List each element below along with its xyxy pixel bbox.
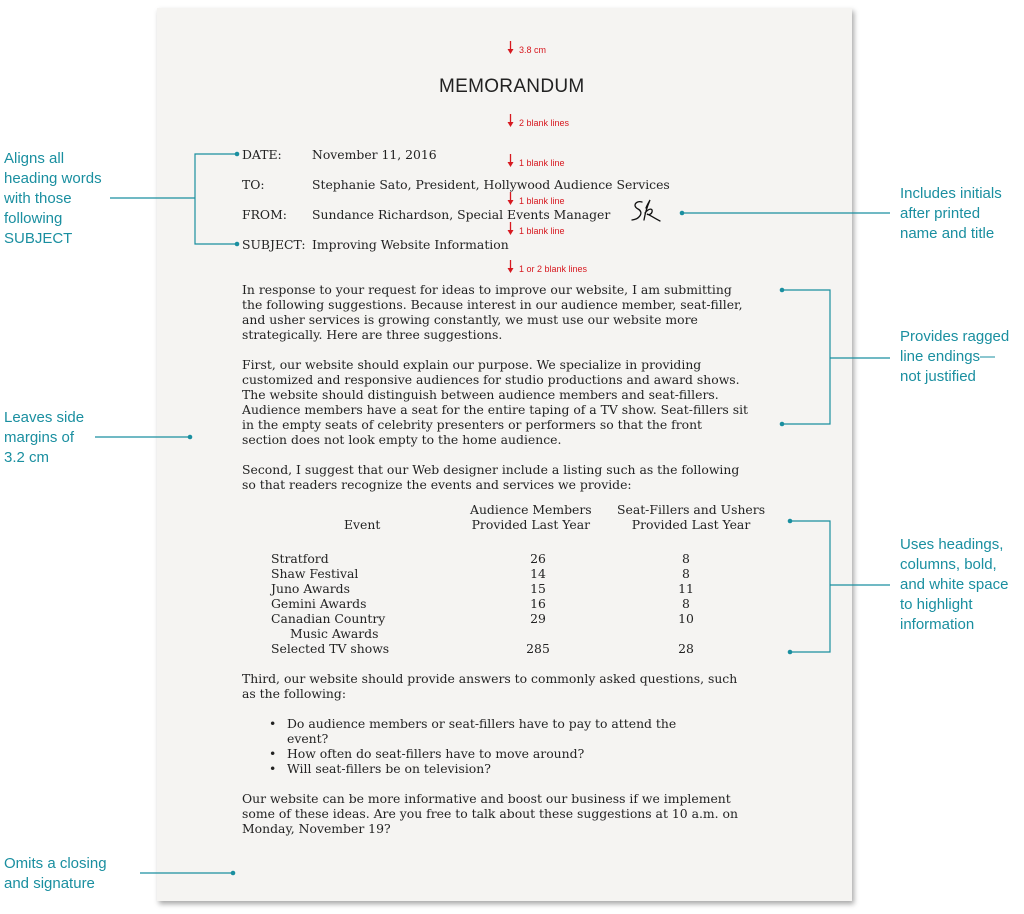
table-header-audience: Audience Members Provided Last Year — [470, 502, 592, 532]
table-row: Gemini Awards — [271, 596, 367, 611]
table-cell-fillers: 28 — [678, 641, 694, 656]
table-header-event: Event — [344, 517, 381, 532]
paragraph-questions: Third, our website should provide answers to commonly asked questions, such as the following: — [242, 671, 738, 701]
annotation-side-margins: Leaves side margins of 3.2 cm — [4, 409, 85, 466]
table-cell-audience: 26 — [530, 551, 546, 566]
paragraph-purpose: First, our website should explain our purpose. We specialize in providing customized and responsive audiences for studio productions and award shows. The website should distinguish between audience members and seat-fillers. Audience members have a seat for the entire taping of a TV show. Seat-fillers sit in the empty seats of celebrity presenters or performers so that the front section does not look empty to the home audience. — [242, 357, 749, 447]
spacing-note-after-subject: 1 or 2 blank lines — [507, 260, 587, 274]
table-cell-audience: 29 — [530, 611, 546, 626]
spacing-note-after-from: 1 blank line — [507, 222, 565, 236]
list-item: • Do audience members or seat-fillers have to pay to attend the event? — [269, 716, 676, 746]
paragraph-closing: Our website can be more informative and boost our business if we implement some of these ideas. Are you free to talk about these suggestions at 10 a.m. on Monday, November 19? — [242, 791, 738, 836]
list-item: • How often do seat-fillers have to move around? — [269, 746, 676, 761]
to-value: Stephanie Sato, President, Hollywood Audience Services — [312, 177, 670, 192]
table-cell-audience: 285 — [526, 641, 550, 656]
annotation-heading-align: Aligns all heading words with those following SUBJECT — [4, 150, 102, 247]
table-cell-audience: 15 — [530, 581, 546, 596]
to-label: TO: — [242, 177, 265, 192]
from-value: Sundance Richardson, Special Events Manager — [312, 207, 611, 222]
annotation-initials: Includes initials after printed name and title — [900, 185, 1002, 242]
spacing-note-after-title: 2 blank lines — [507, 114, 569, 128]
table-cell-fillers: 10 — [678, 611, 694, 626]
table-cell-fillers: 8 — [682, 551, 690, 566]
table-row: Selected TV shows — [271, 641, 390, 656]
spacing-note-after-date: 1 blank line — [507, 154, 565, 168]
date-label: DATE: — [242, 147, 282, 162]
table-cell-fillers: 8 — [682, 566, 690, 581]
paragraph-listing: Second, I suggest that our Web designer include a listing such as the following so that readers recognize the events and services we provide: — [242, 462, 740, 492]
annotation-ragged: Provides ragged line endings— not justified — [900, 328, 1010, 385]
list-item: • Will seat-fillers be on television? — [269, 761, 676, 776]
from-label: FROM: — [242, 207, 287, 222]
annotation-headings: Uses headings, columns, bold, and white space to highlight information — [900, 536, 1009, 633]
subject-value: Improving Website Information — [312, 237, 509, 252]
table-cell-fillers: 8 — [682, 596, 690, 611]
table-row: Shaw Festival — [271, 566, 359, 581]
spacing-note-top: 3.8 cm — [507, 41, 546, 55]
spacing-note-after-to: 1 blank line — [507, 192, 565, 206]
table-row: Juno Awards — [271, 581, 350, 596]
table-cell-audience: 14 — [530, 566, 546, 581]
subject-label: SUBJECT: — [242, 237, 306, 252]
memo-title: MEMORANDUM — [439, 76, 585, 97]
annotation-omits-closing: Omits a closing and signature — [4, 855, 107, 892]
date-value: November 11, 2016 — [312, 147, 437, 162]
table-cell-audience: 16 — [530, 596, 546, 611]
paragraph-intro: In response to your request for ideas to improve our website, I am submitting the following suggestions. Because interest in our audience member, seat-filler, and usher services is growing constantly, we must use our website more strategically. Here are three suggestions. — [242, 282, 743, 342]
table-row: Canadian Country Music Awards — [271, 611, 386, 641]
table-cell-fillers: 11 — [678, 581, 694, 596]
table-header-fillers: Seat-Fillers and Ushers Provided Last Year — [617, 502, 766, 532]
table-row: Stratford — [271, 551, 329, 566]
